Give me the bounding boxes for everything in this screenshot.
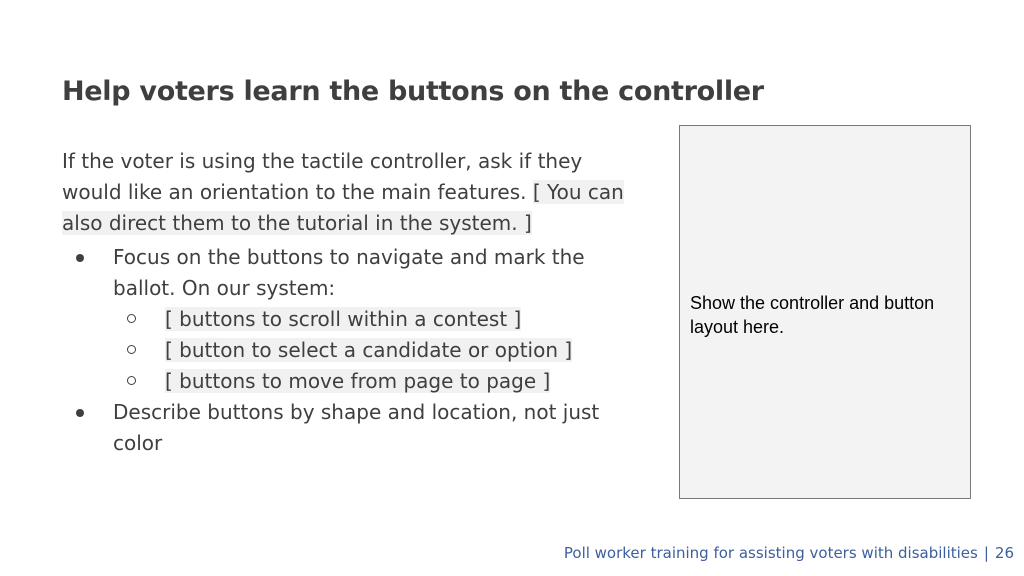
- footer-separator: |: [983, 544, 989, 562]
- sub-bullet-text: [ buttons to move from page to page ]: [165, 369, 551, 393]
- sub-bullet-text: [ button to select a candidate or option ]: [165, 338, 573, 362]
- bullet-item: [62, 242, 627, 397]
- bullet-dot-icon: [76, 409, 84, 417]
- image-placeholder: [679, 125, 971, 499]
- placeholder-text: Show the controller and button layout here.: [690, 293, 935, 337]
- hollow-bullet-icon: [127, 376, 136, 385]
- intro-paragraph: [62, 146, 627, 239]
- sub-bullet-item: [113, 366, 627, 397]
- sub-bullet-text: [ buttons to scroll within a contest ]: [165, 307, 522, 331]
- page-number: 26: [994, 544, 1014, 562]
- slide-title: Help voters learn the buttons on the controller: [62, 76, 764, 107]
- bullet-text: Describe buttons by shape and location, not just color: [113, 400, 600, 455]
- sub-bullet-list: [113, 304, 627, 397]
- footer-text: Poll worker training for assisting voters with disabilities: [563, 544, 978, 562]
- intro-text: If the voter is using the tactile controller, ask if they would like an orientation to the main features.: [62, 149, 583, 204]
- hollow-bullet-icon: [127, 345, 136, 354]
- sub-bullet-item: [113, 304, 627, 335]
- bullet-list: [62, 242, 627, 459]
- bullet-dot-icon: [76, 254, 84, 262]
- bullet-text: Focus on the buttons to navigate and mark the ballot. On our system:: [113, 245, 585, 300]
- hollow-bullet-icon: [127, 314, 136, 323]
- intro-highlight: [ You can also direct them to the tutorial in the system. ]: [62, 180, 624, 235]
- slide-body: [62, 146, 627, 459]
- bullet-item: [62, 397, 627, 459]
- slide-footer: [564, 544, 1014, 562]
- sub-bullet-item: [113, 335, 627, 366]
